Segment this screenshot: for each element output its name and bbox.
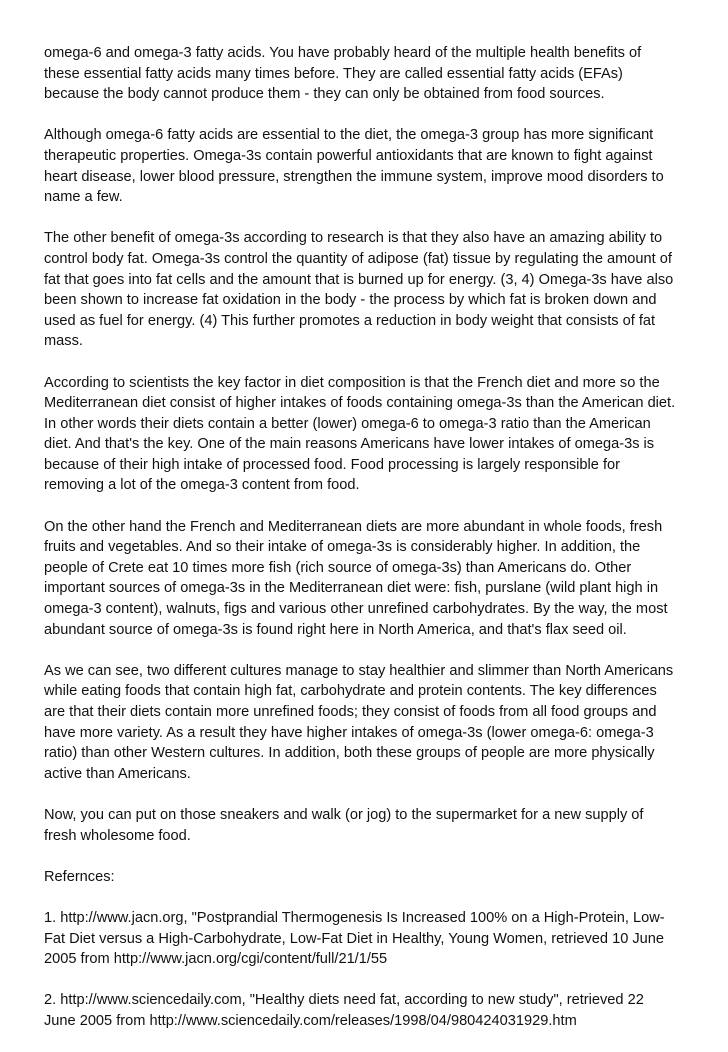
reference-item-1: 1. http://www.jacn.org, "Postprandial Thermogenesis Is Increased 100% on a High-Protein, Low- Fat Diet versus a High-Carbohydrate, Low-Fat Diet in Healthy, Young Women, retrieved 10 June 2005 from http://www.jacn.org/cgi/content/full/21/1/55	[44, 909, 665, 968]
paragraph-conclusion: Now, you can put on those sneakers and walk (or jog) to the supermarket for a new supply of fresh wholesome food.	[44, 806, 644, 844]
reference-item-2: 2. http://www.sciencedaily.com, "Healthy diets need fat, according to new study", retrieved 22 June 2005 from http://www.sciencedaily.com/releases/1998/04/980424031929.htm	[44, 992, 644, 1029]
paragraph-omega3-properties: Although omega-6 fatty acids are essential to the diet, the omega-3 group has more significant therapeutic properties. Omega-3s contain powerful antioxidants that are known to fight against heart disease, lower blood pressure, strengthen the immune system, improve mood disorders to name a few.	[44, 127, 664, 206]
paragraph-efa-intro: omega-6 and omega-3 fatty acids. You have probably heard of the multiple health benefits of these essential fatty acids many times before. They are called essential fatty acids (EFAs) because the body cannot produce them - they can only be obtained from food sources.	[44, 45, 642, 103]
references-heading: Refernces:	[44, 868, 115, 885]
document-page	[44, 43, 692, 1052]
paragraph-mediterranean-diet: On the other hand the French and Mediterranean diets are more abundant in whole foods, fresh fruits and vegetables. And so their intake of omega-3s is considerably higher. In addition, the people of Crete eat 10 times more fish (rich source of omega-3s) than Americans do. Other important sources of omega-3s in the Mediterranean diet were: fish, purslane (wild plant high in omega-3 content), walnuts, figs and various other unrefined carbohydrates. By the way, the most abundant source of omega-3s is found right here in North America, and that's flax seed oil.	[44, 518, 668, 638]
paragraph-cultures-comparison: As we can see, two different cultures manage to stay healthier and slimmer than North Americans while eating foods that contain high fat, carbohydrate and protein contents. The key differences are that their diets contain more unrefined foods; they consist of foods from all food groups and have more variety. As a result they have higher intakes of omega-3s (lower omega-6: omega-3 ratio) than other Western cultures. In addition, both these groups of people are more physically active than Americans.	[44, 662, 674, 782]
paragraph-diet-composition: According to scientists the key factor in diet composition is that the French diet and more so the Mediterranean diet consist of higher intakes of foods containing omega-3s than the American diet. In other words their diets contain a better (lower) omega-6 to omega-3 ratio than the American diet. And that's the key. One of the main reasons Americans have lower intakes of omega-3s is because of their high intake of processed food. Food processing is largely responsible for removing a lot of the omega-3 content from food.	[44, 374, 676, 494]
paragraph-body-fat: The other benefit of omega-3s according to research is that they also have an amazing ability to control body fat. Omega-3s control the quantity of adipose (fat) tissue by regulating the amount of fat that goes into fat cells and the amount that is burned up for energy. (3, 4) Omega-3s have also been shown to increase fat oxidation in the body - the process by which fat is broken down and used as fuel for energy. (4) This further promotes a reduction in body weight that consists of fat mass.	[44, 230, 674, 350]
